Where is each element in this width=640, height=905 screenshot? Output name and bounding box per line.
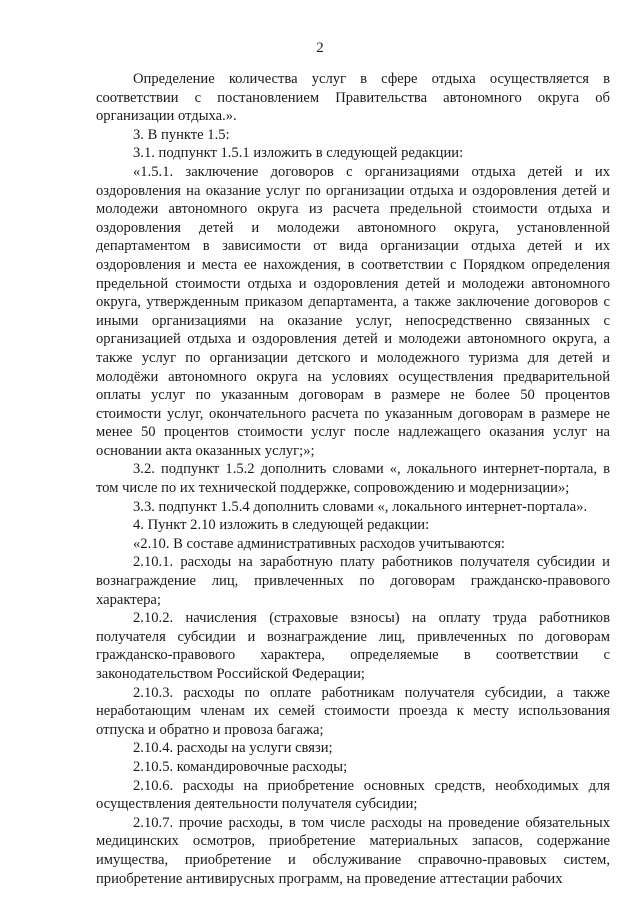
page-number: 2 [316, 40, 324, 56]
paragraph-item-2-10: «2.10. В составе административных расходов учитываются: [133, 535, 505, 552]
paragraph-item-3-1: 3.1. подпункт 1.5.1 изложить в следующей редакции: [133, 145, 464, 162]
paragraph-item-2-10-1: 2.10.1. расходы на заработную плату работников получателя субсидии и вознаграждение лиц, привлеченных по договорам гражданско-правового характера; [96, 554, 610, 608]
document-body [96, 70, 610, 888]
paragraph-item-2-10-5: 2.10.5. командировочные расходы; [133, 758, 348, 775]
paragraph-services-count-definition: Определение количества услуг в сфере отдыха осуществляется в соответствии с постановлением Правительства автономного округа об организации отдыха.». [96, 71, 610, 125]
paragraph-item-4-heading: 4. Пункт 2.10 изложить в следующей редакции: [133, 517, 430, 534]
paragraph-item-2-10-4: 2.10.4. расходы на услуги связи; [133, 740, 333, 757]
paragraph-item-3-2: 3.2. подпункт 1.5.2 дополнить словами «, локального интернет-портала, в том числе по их технической поддержке, сопровождению и модернизации»; [96, 461, 610, 497]
paragraph-item-3-heading: 3. В пункте 1.5: [133, 126, 230, 143]
paragraph-item-2-10-3: 2.10.3. расходы по оплате работникам получателя субсидии, а также неработающим членам их семей стоимости проезда к месту использования отпуска и обратно и провоза багажа; [96, 684, 610, 738]
paragraph-item-3-3: 3.3. подпункт 1.5.4 дополнить словами «, локального интернет-портала». [133, 498, 588, 515]
paragraph-item-2-10-2: 2.10.2. начисления (страховые взносы) на оплату труда работников получателя субсидии и вознаграждение лиц, привлеченных по договорам гражданско-правового характера, определяемые в соответствии с законодательством Российской Федерации; [96, 610, 610, 682]
paragraph-subitem-1-5-1: «1.5.1. заключение договоров с организациями отдыха детей и их оздоровления на оказание услуг по организации отдыха и оздоровления детей и молодежи автономного округа из расчета предельной стоимости отдыха и оздоровления детей и молодежи автономного округа, установленной департаментом в зависимости от вида организации отдыха детей и их оздоровления и места ее нахождения, в соответствии с Порядком определения предельной стоимости отдыха и оздоровления детей и молодежи автономного округа, утвержденным приказом департамента, а также заключение договоров с иными организациями на оказание услуг, непосредственно связанных с организацией отдыха и оздоровления детей и молодежи автономного округа, а также услуг по организации детского и молодежного туризма для детей и молодёжи автономного округа на условиях осуществления предварительной оплаты услуг по указанным договорам в размере не более 50 процентов стоимости услуг, окончательного расчета по указанным договорам в размере не менее 50 процентов стоимости услуг после надлежащего оказания услуг на основании акта оказанных услуг;»; [96, 163, 610, 459]
paragraph-item-2-10-7: 2.10.7. прочие расходы, в том числе расходы на проведение обязательных медицинских осмотров, приобретение материальных запасов, содержание имущества, приобретение и обслуживание справочно-правовых систем, приобретение антивирусных программ, на проведение аттестации рабочих [96, 814, 610, 887]
paragraph-item-2-10-6: 2.10.6. расходы на приобретение основных средств, необходимых для осуществления деятельности получателя субсидии; [96, 777, 610, 813]
